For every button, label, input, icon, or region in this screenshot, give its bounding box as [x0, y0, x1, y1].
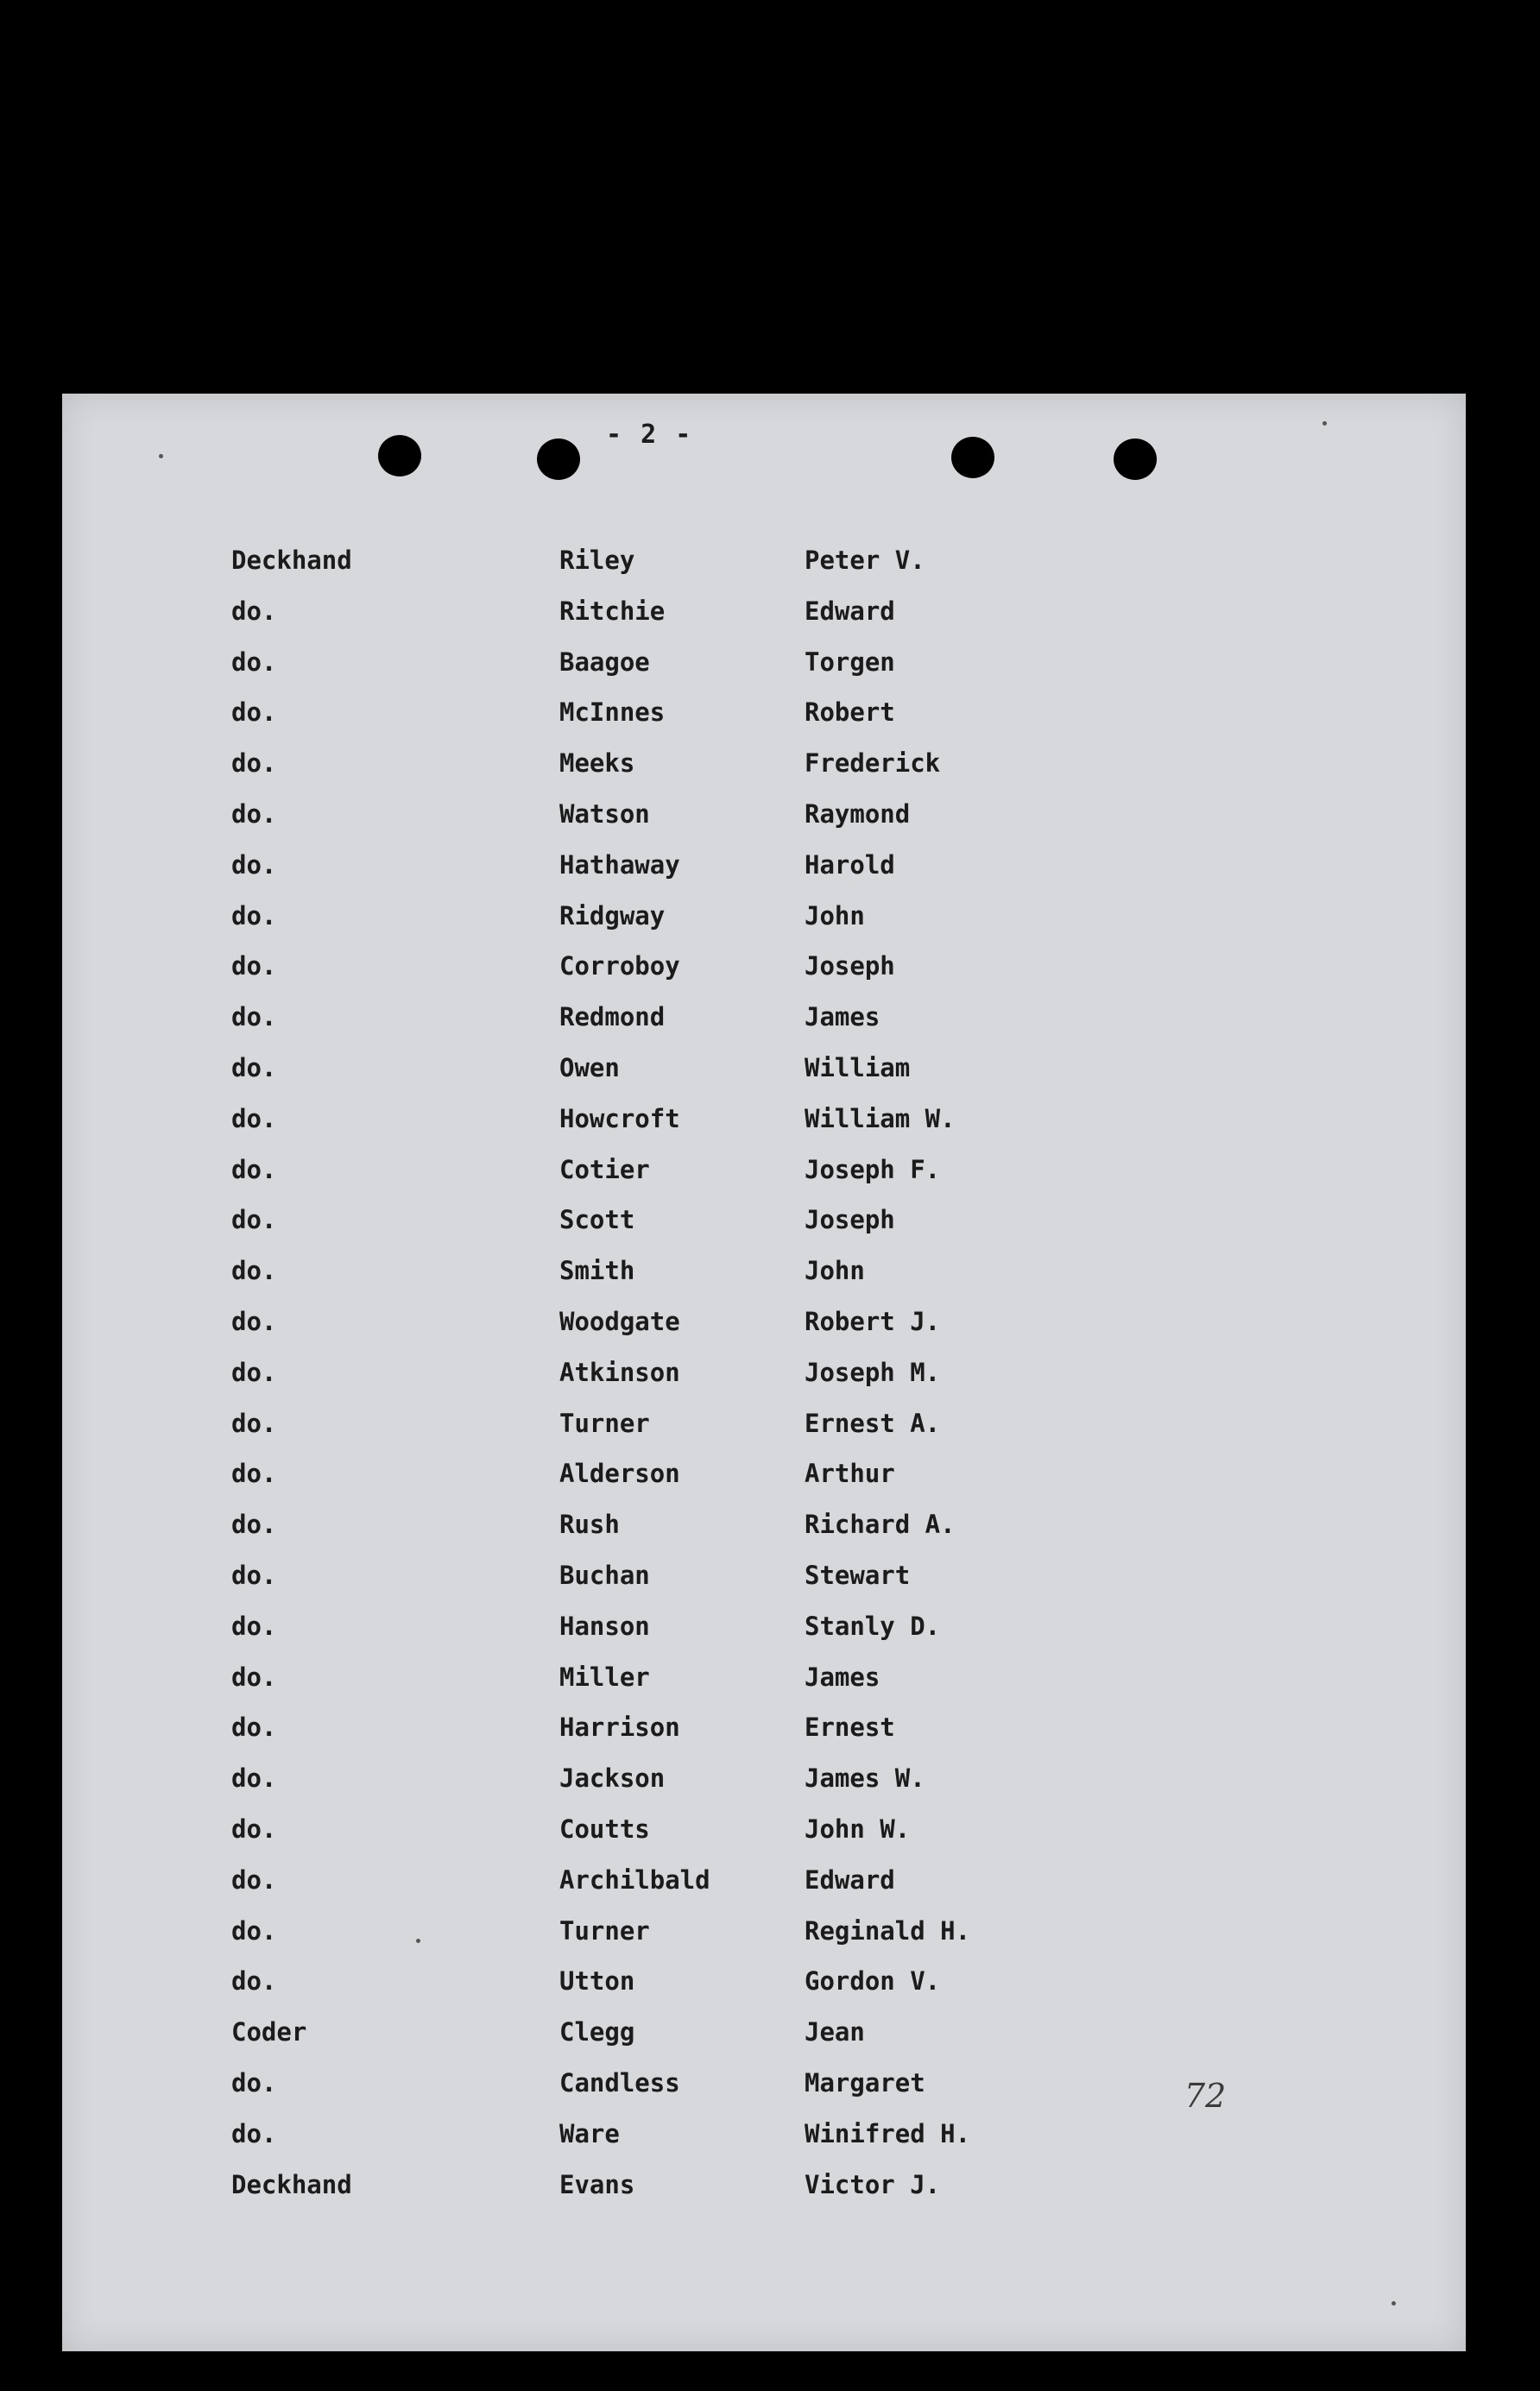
list-row [62, 1104, 1466, 1139]
rating-cell: do. [231, 1662, 277, 1692]
rating-cell: do. [231, 1763, 277, 1793]
rating-cell: do. [231, 1358, 277, 1387]
rating-cell: do. [231, 1966, 277, 1996]
rating-cell: do. [231, 1916, 277, 1946]
surname-cell: Ritchie [559, 596, 666, 626]
punch-hole [378, 435, 421, 476]
rating-cell: do. [231, 1865, 277, 1895]
surname-cell: McInnes [559, 697, 666, 727]
rating-cell: do. [231, 1104, 277, 1133]
surname-cell: Harrison [559, 1713, 680, 1742]
surname-cell: Baagoe [559, 647, 650, 677]
folio-number: 72 [1184, 2077, 1227, 2115]
surname-cell: Howcroft [559, 1104, 680, 1133]
punch-hole [951, 437, 994, 478]
surname-cell: Alderson [559, 1459, 680, 1488]
rating-cell: do. [231, 850, 277, 880]
surname-cell: Ware [559, 2119, 620, 2148]
list-row [62, 1205, 1466, 1240]
given-name-cell: Joseph [805, 951, 895, 981]
given-name-cell: Richard A. [805, 1510, 956, 1539]
rating-cell: do. [231, 647, 277, 677]
list-row [62, 1053, 1466, 1088]
rating-cell: do. [231, 1612, 277, 1641]
given-name-cell: Edward [805, 1865, 895, 1895]
surname-cell: Archilbald [559, 1865, 710, 1895]
list-row [62, 1916, 1466, 1951]
rating-cell: do. [231, 1053, 277, 1082]
given-name-cell: John [805, 901, 865, 931]
given-name-cell: Jean [805, 2017, 865, 2047]
given-name-cell: Ernest [805, 1713, 895, 1742]
surname-cell: Evans [559, 2170, 635, 2199]
surname-cell: Turner [559, 1916, 650, 1946]
list-row [62, 951, 1466, 986]
given-name-cell: Torgen [805, 647, 895, 677]
given-name-cell: Victor J. [805, 2170, 941, 2199]
given-name-cell: Reginald H. [805, 1916, 971, 1946]
list-row [62, 1966, 1466, 2001]
given-name-cell: Joseph [805, 1205, 895, 1234]
surname-cell: Turner [559, 1409, 650, 1438]
given-name-cell: William W. [805, 1104, 956, 1133]
page-number: - 2 - [606, 420, 693, 450]
surname-cell: Woodgate [559, 1307, 680, 1336]
surname-cell: Owen [559, 1053, 620, 1082]
document-page [62, 394, 1466, 2351]
given-name-cell: James W. [805, 1763, 925, 1793]
surname-cell: Hanson [559, 1612, 650, 1641]
rating-cell: do. [231, 799, 277, 829]
given-name-cell: Gordon V. [805, 1966, 941, 1996]
list-row [62, 850, 1466, 885]
surname-cell: Ridgway [559, 901, 666, 931]
speck [1322, 421, 1327, 426]
rating-cell: do. [231, 1155, 277, 1184]
given-name-cell: Robert J. [805, 1307, 941, 1336]
surname-cell: Clegg [559, 2017, 635, 2047]
speck [416, 1939, 420, 1943]
rating-cell: do. [231, 901, 277, 931]
rating-cell: do. [231, 1205, 277, 1234]
list-row [62, 596, 1466, 631]
rating-cell: do. [231, 2068, 277, 2098]
list-row [62, 1713, 1466, 1747]
rating-cell: do. [231, 1510, 277, 1539]
given-name-cell: Peter V. [805, 546, 925, 575]
given-name-cell: John W. [805, 1814, 911, 1844]
list-row [62, 1307, 1466, 1341]
given-name-cell: Ernest A. [805, 1409, 941, 1438]
surname-cell: Cotier [559, 1155, 650, 1184]
list-row [62, 546, 1466, 580]
rating-cell: do. [231, 1307, 277, 1336]
surname-cell: Smith [559, 1256, 635, 1285]
given-name-cell: Joseph M. [805, 1358, 941, 1387]
given-name-cell: Stewart [805, 1561, 911, 1590]
list-row [62, 1662, 1466, 1697]
surname-cell: Utton [559, 1966, 635, 1996]
surname-cell: Candless [559, 2068, 680, 2098]
given-name-cell: Winifred H. [805, 2119, 971, 2148]
rating-cell: Coder [231, 2017, 307, 2047]
list-row [62, 748, 1466, 783]
given-name-cell: Edward [805, 596, 895, 626]
speck [159, 454, 163, 458]
rating-cell: do. [231, 1713, 277, 1742]
list-row [62, 1763, 1466, 1798]
given-name-cell: Arthur [805, 1459, 895, 1488]
list-row [62, 1865, 1466, 1900]
given-name-cell: Stanly D. [805, 1612, 941, 1641]
surname-cell: Corroboy [559, 951, 680, 981]
given-name-cell: James [805, 1002, 880, 1031]
rating-cell: Deckhand [231, 2170, 352, 2199]
list-row [62, 1612, 1466, 1646]
surname-cell: Rush [559, 1510, 620, 1539]
punch-hole [537, 438, 580, 480]
list-row [62, 1002, 1466, 1037]
given-name-cell: Frederick [805, 748, 941, 778]
given-name-cell: Harold [805, 850, 895, 880]
rating-cell: do. [231, 596, 277, 626]
list-row [62, 647, 1466, 682]
rating-cell: do. [231, 1409, 277, 1438]
rating-cell: do. [231, 697, 277, 727]
rating-cell: do. [231, 1459, 277, 1488]
surname-cell: Scott [559, 1205, 635, 1234]
rating-cell: do. [231, 1256, 277, 1285]
rating-cell: do. [231, 1814, 277, 1844]
list-row [62, 1358, 1466, 1392]
given-name-cell: James [805, 1662, 880, 1692]
given-name-cell: William [805, 1053, 911, 1082]
list-row [62, 1409, 1466, 1443]
list-row [62, 2170, 1466, 2205]
given-name-cell: Robert [805, 697, 895, 727]
list-row [62, 2119, 1466, 2154]
list-row [62, 1155, 1466, 1189]
given-name-cell: Raymond [805, 799, 911, 829]
list-row [62, 799, 1466, 834]
rating-cell: do. [231, 748, 277, 778]
surname-cell: Riley [559, 546, 635, 575]
list-row [62, 1256, 1466, 1290]
surname-cell: Redmond [559, 1002, 666, 1031]
rating-cell: do. [231, 2119, 277, 2148]
list-row [62, 2068, 1466, 2103]
surname-cell: Coutts [559, 1814, 650, 1844]
surname-cell: Jackson [559, 1763, 666, 1793]
surname-cell: Buchan [559, 1561, 650, 1590]
rating-cell: Deckhand [231, 546, 352, 575]
list-row [62, 1510, 1466, 1544]
surname-cell: Meeks [559, 748, 635, 778]
list-row [62, 1561, 1466, 1595]
list-row [62, 697, 1466, 732]
surname-cell: Hathaway [559, 850, 680, 880]
rating-cell: do. [231, 1561, 277, 1590]
list-row [62, 1459, 1466, 1493]
given-name-cell: Margaret [805, 2068, 925, 2098]
surname-cell: Miller [559, 1662, 650, 1692]
list-row [62, 1814, 1466, 1849]
surname-cell: Watson [559, 799, 650, 829]
rating-cell: do. [231, 1002, 277, 1031]
surname-cell: Atkinson [559, 1358, 680, 1387]
given-name-cell: John [805, 1256, 865, 1285]
punch-hole [1114, 438, 1157, 480]
given-name-cell: Joseph F. [805, 1155, 941, 1184]
rating-cell: do. [231, 951, 277, 981]
list-row [62, 901, 1466, 936]
speck [1392, 2301, 1396, 2306]
list-row [62, 2017, 1466, 2052]
